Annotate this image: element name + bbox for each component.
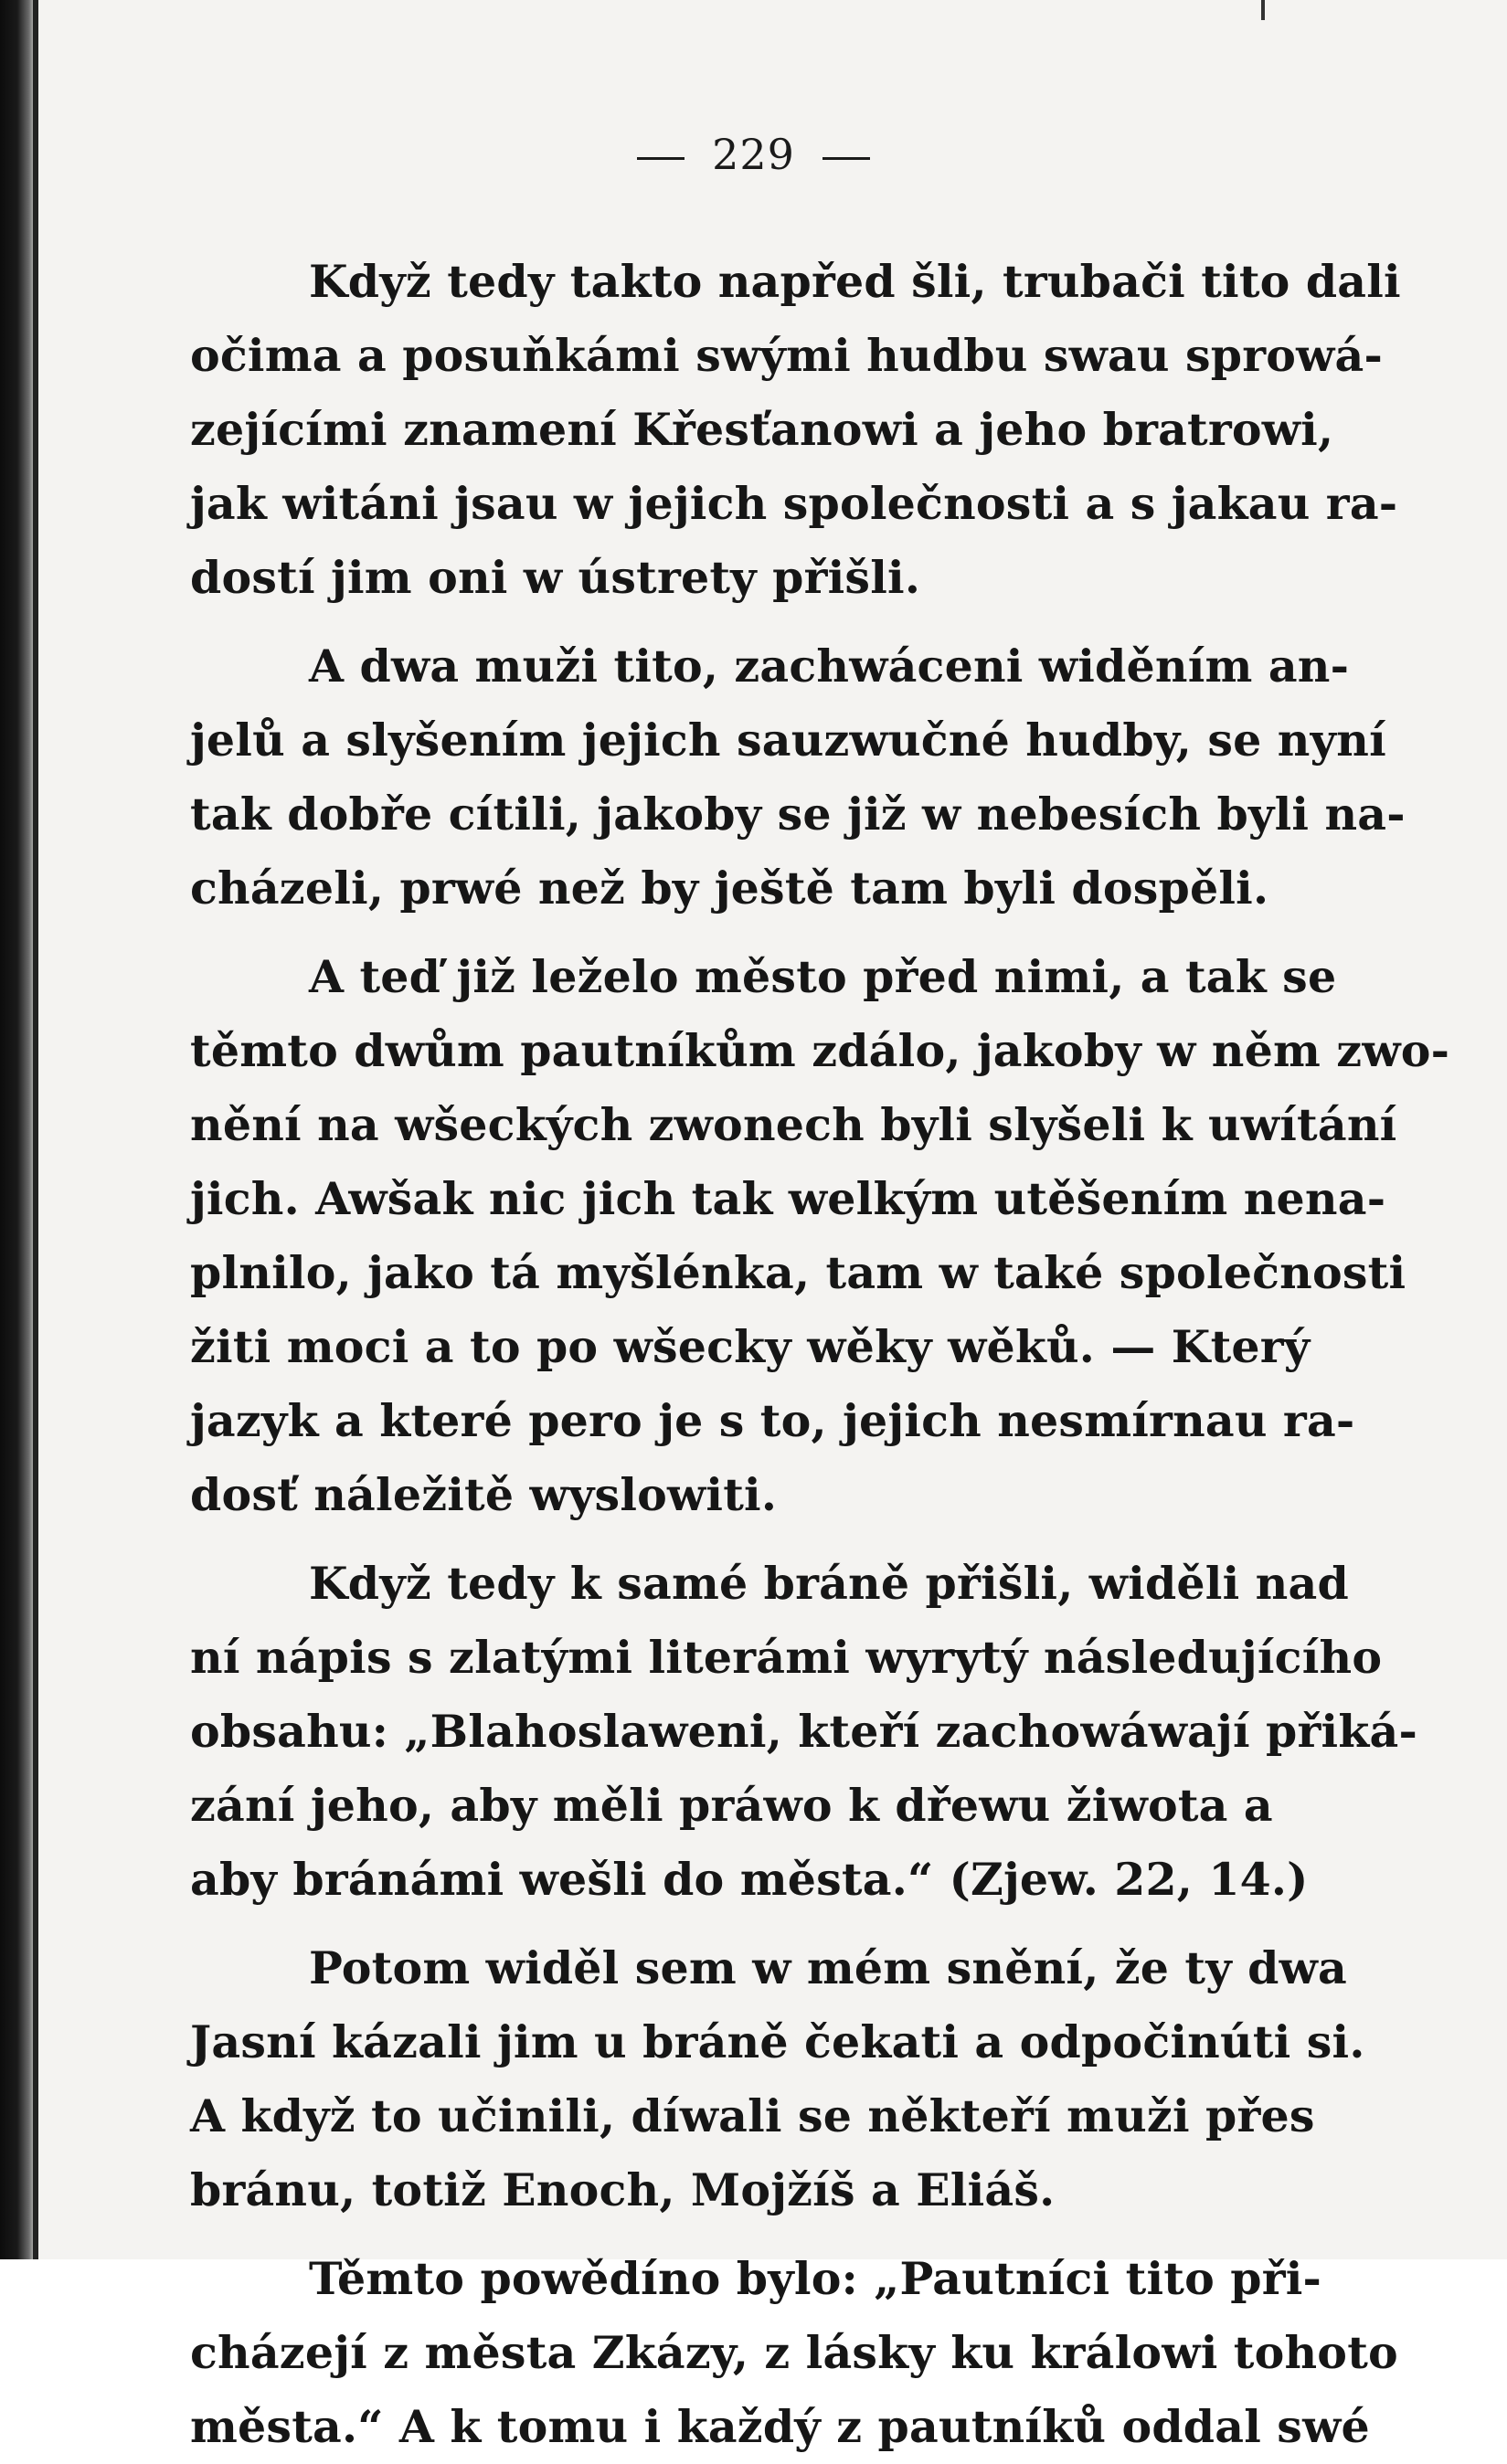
text-line: cházejí z města Zkázy, z lásky ku králowi tohoto [190, 2326, 1398, 2379]
text-line: A když to učinili, díwali se někteří muži přes [190, 2089, 1315, 2142]
text-line: Těmto powědíno bylo: „Pautníci tito při- [309, 2252, 1322, 2305]
text-line: města.“ A k tomu i každý z pautníků oddal swé [190, 2400, 1370, 2453]
page-header [0, 130, 1507, 179]
paragraph [190, 245, 1401, 615]
text-line: cházeli, prwé než by ještě tam byli dospěli. [190, 862, 1269, 915]
text-line: dostí jim oni w ústrety přišli. [190, 551, 921, 604]
header-dash-left [637, 157, 685, 160]
paragraph [190, 1547, 1417, 1917]
text-line: plnilo, jako tá myšlénka, tam w také společnosti [190, 1246, 1406, 1299]
scan-edge-mark [1261, 0, 1265, 20]
text-line: jazyk a které pero je s to, jejich nesmírnau ra- [190, 1394, 1355, 1447]
page-edge-line [33, 0, 38, 2259]
text-line: jak witáni jsau w jejich společnosti a s jakau ra- [190, 477, 1398, 530]
text-line: Jasní kázali jim u bráně čekati a odpočinúti si. [190, 2015, 1365, 2068]
text-line: Když tedy takto napřed šli, trubači tito dali [309, 255, 1401, 308]
text-line: těmto dwům pautníkům zdálo, jakoby w něm zwo- [190, 1024, 1450, 1077]
text-line: jich. Awšak nic jich tak welkým utěšením nena- [190, 1172, 1386, 1225]
text-line: očima a posuňkámi swými hudbu swau sprowá- [190, 329, 1384, 382]
page-number: 229 [712, 130, 795, 179]
text-line: žiti moci a to po wšecky wěky wěků. — Který [190, 1320, 1311, 1373]
paragraph [190, 1931, 1365, 2227]
text-line: aby bránámi wešli do města.“ (Zjew. 22, 14.) [190, 1853, 1309, 1906]
text-line: dosť náležitě wyslowiti. [190, 1468, 778, 1521]
text-line: zejícími znamení Křesťanowi a jeho bratrowi, [190, 403, 1334, 456]
paragraph [190, 629, 1406, 925]
text-line: nění na wšeckých zwonech byli slyšeli k uwítání [190, 1098, 1397, 1151]
text-line: A teď již leželo město před nimi, a tak se [309, 950, 1337, 1003]
paragraph [190, 940, 1450, 1532]
text-line: tak dobře cítili, jakoby se již w nebesích byli na- [190, 788, 1406, 841]
text-line: Potom widěl sem w mém snění, že ty dwa [309, 1941, 1347, 1994]
text-line: jelů a slyšením jejich sauzwučné hudby, se nyní [190, 714, 1386, 767]
text-line: bránu, totiž Enoch, Mojžíš a Eliáš. [190, 2163, 1056, 2216]
body-text [190, 245, 1450, 2464]
text-line: zání jeho, aby měli práwo k dřewu žiwota a [190, 1779, 1273, 1832]
text-line: Když tedy k samé bráně přišli, widěli nad [309, 1557, 1349, 1610]
header-dash-right [822, 157, 870, 160]
text-line: A dwa muži tito, zachwáceni widěním an- [309, 640, 1350, 693]
text-line: obsahu: „Blahoslaweni, kteří zachowáwají přiká- [190, 1705, 1417, 1758]
text-line: ní nápis s zlatými literámi wyrytý následujícího [190, 1631, 1383, 1684]
paragraph [190, 2242, 1398, 2464]
